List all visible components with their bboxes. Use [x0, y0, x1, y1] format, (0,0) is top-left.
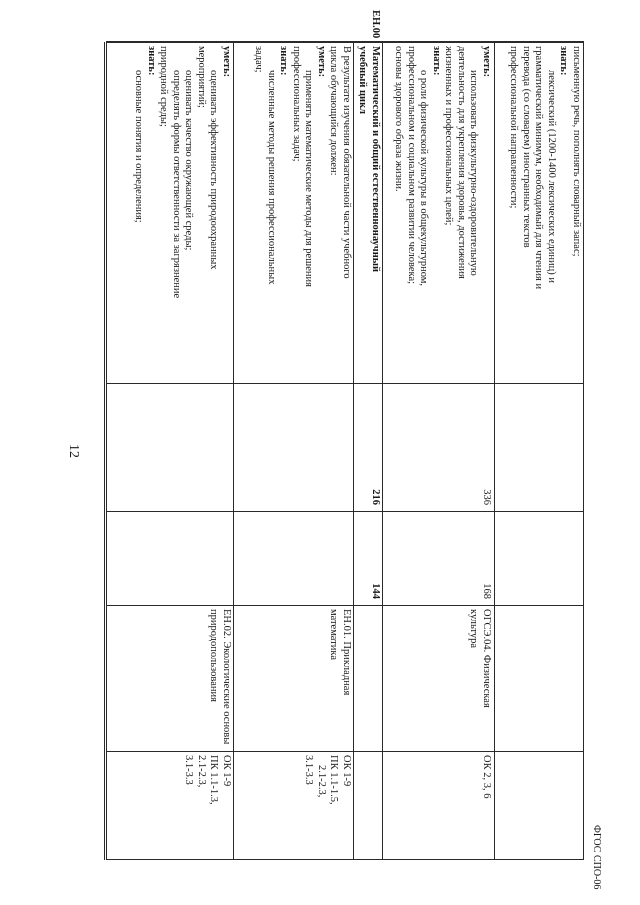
competency-line: ПК 1.1-1.5,: [328, 755, 340, 805]
text-line: знать:: [278, 46, 290, 76]
row-2-discipline: ОГСЭ.04. Физическая культура: [468, 609, 492, 708]
row-2-mandatory-load: 168: [481, 583, 492, 599]
page-number: 12: [66, 444, 81, 458]
text-line: профессиональном и социальном развитии человека;: [406, 46, 417, 285]
competency-line: ОК 1-9: [221, 755, 232, 787]
text-line: оценивать эффективность природоохранных: [208, 70, 220, 270]
text-line: знать:: [558, 46, 570, 76]
text-line: уметь:: [316, 46, 327, 78]
row-separator: [382, 42, 383, 860]
table-border-top: [583, 42, 584, 860]
text-line: определять формы ответственности за загрязнение: [171, 70, 182, 299]
row-2-max-load: 336: [481, 489, 492, 505]
text-line: Математический и общий естественнонаучный: [370, 46, 381, 273]
text-line: задач;: [253, 46, 265, 73]
row-5-discipline: ЕН.02. Экологические основы природопользования: [208, 609, 232, 745]
text-line: уметь:: [481, 46, 492, 78]
text-line: профессиональной направленности;: [508, 46, 520, 209]
text-line: уметь:: [221, 46, 232, 78]
text-line: письменную речь, пополнять словарный запас;: [571, 46, 582, 257]
row-5-competencies: [172, 751, 232, 859]
column-separator: [106, 383, 584, 384]
text-line: знать:: [146, 46, 157, 76]
code-column-border: [104, 42, 105, 860]
row-2-content: [384, 42, 492, 383]
competency-line: 3.1-3.3: [183, 755, 195, 785]
table-border-right: [106, 859, 584, 860]
row-2-competencies: ОК 2, 3, 6: [481, 755, 492, 799]
text-line: профессиональных задач;: [291, 46, 302, 162]
text-line: В результате изучения обязательной части учебного: [341, 46, 352, 279]
text-line: жизненных и профессиональных целей;: [443, 46, 455, 226]
text-line: применять математические методы для решения: [303, 70, 315, 287]
text-line: мероприятий;: [196, 46, 207, 108]
text-line: природной среды;: [158, 46, 170, 127]
curriculum-table: [106, 10, 584, 860]
text-line: лексический (1200-1400 лексических единиц) и: [546, 70, 557, 284]
row-separator: [494, 42, 495, 860]
competency-line: 2.1-2.3,: [196, 755, 207, 788]
row-separator: [233, 42, 234, 860]
competency-line: 2.1-2.3,: [316, 765, 327, 798]
row-4-content: [235, 42, 352, 383]
text-line: деятельность для укрепления здоровья, достижения: [456, 46, 467, 279]
row-5-content: [108, 42, 232, 383]
row-3-max-load: 216: [370, 489, 381, 505]
text-line: учебный цикл: [357, 46, 369, 115]
row-3-code: ЕН.00: [370, 10, 381, 39]
text-line: основы здорового образа жизни.: [393, 46, 405, 192]
row-3-mandatory-load: 144: [370, 583, 381, 599]
row-4-competencies: [292, 751, 352, 859]
competency-line: ОК 1-9: [341, 755, 352, 787]
text-line: основные понятия и определения;: [133, 70, 145, 223]
text-line: знать:: [431, 46, 442, 76]
text-line: перевода (со словарем) иностранных текстов: [521, 46, 532, 248]
row-1-content: [496, 42, 582, 383]
footer-standard-code: ФГОС СПО-06: [591, 825, 602, 890]
row-separator: [353, 42, 354, 860]
text-line: численные методы решения профессиональных: [266, 70, 277, 285]
column-separator: [106, 511, 584, 512]
text-line: грамматический минимум, необходимый для чтения и: [533, 46, 545, 290]
text-line: цикла обучающийся должен:: [328, 46, 340, 176]
text-line: оценивать качество окружающей среды;: [183, 70, 195, 251]
competency-line: ПК 1.1-1.3,: [208, 755, 220, 805]
row-4-discipline: ЕН.01. Прикладная математика: [328, 609, 352, 696]
text-line: о роли физической культуры в общекультурном,: [418, 70, 430, 287]
competency-line: 3.1-3.3: [303, 755, 315, 785]
text-line: использовать физкультурно-оздоровительную: [468, 70, 480, 276]
table-border-bottom: [106, 42, 107, 860]
row-3-content: [355, 42, 381, 383]
